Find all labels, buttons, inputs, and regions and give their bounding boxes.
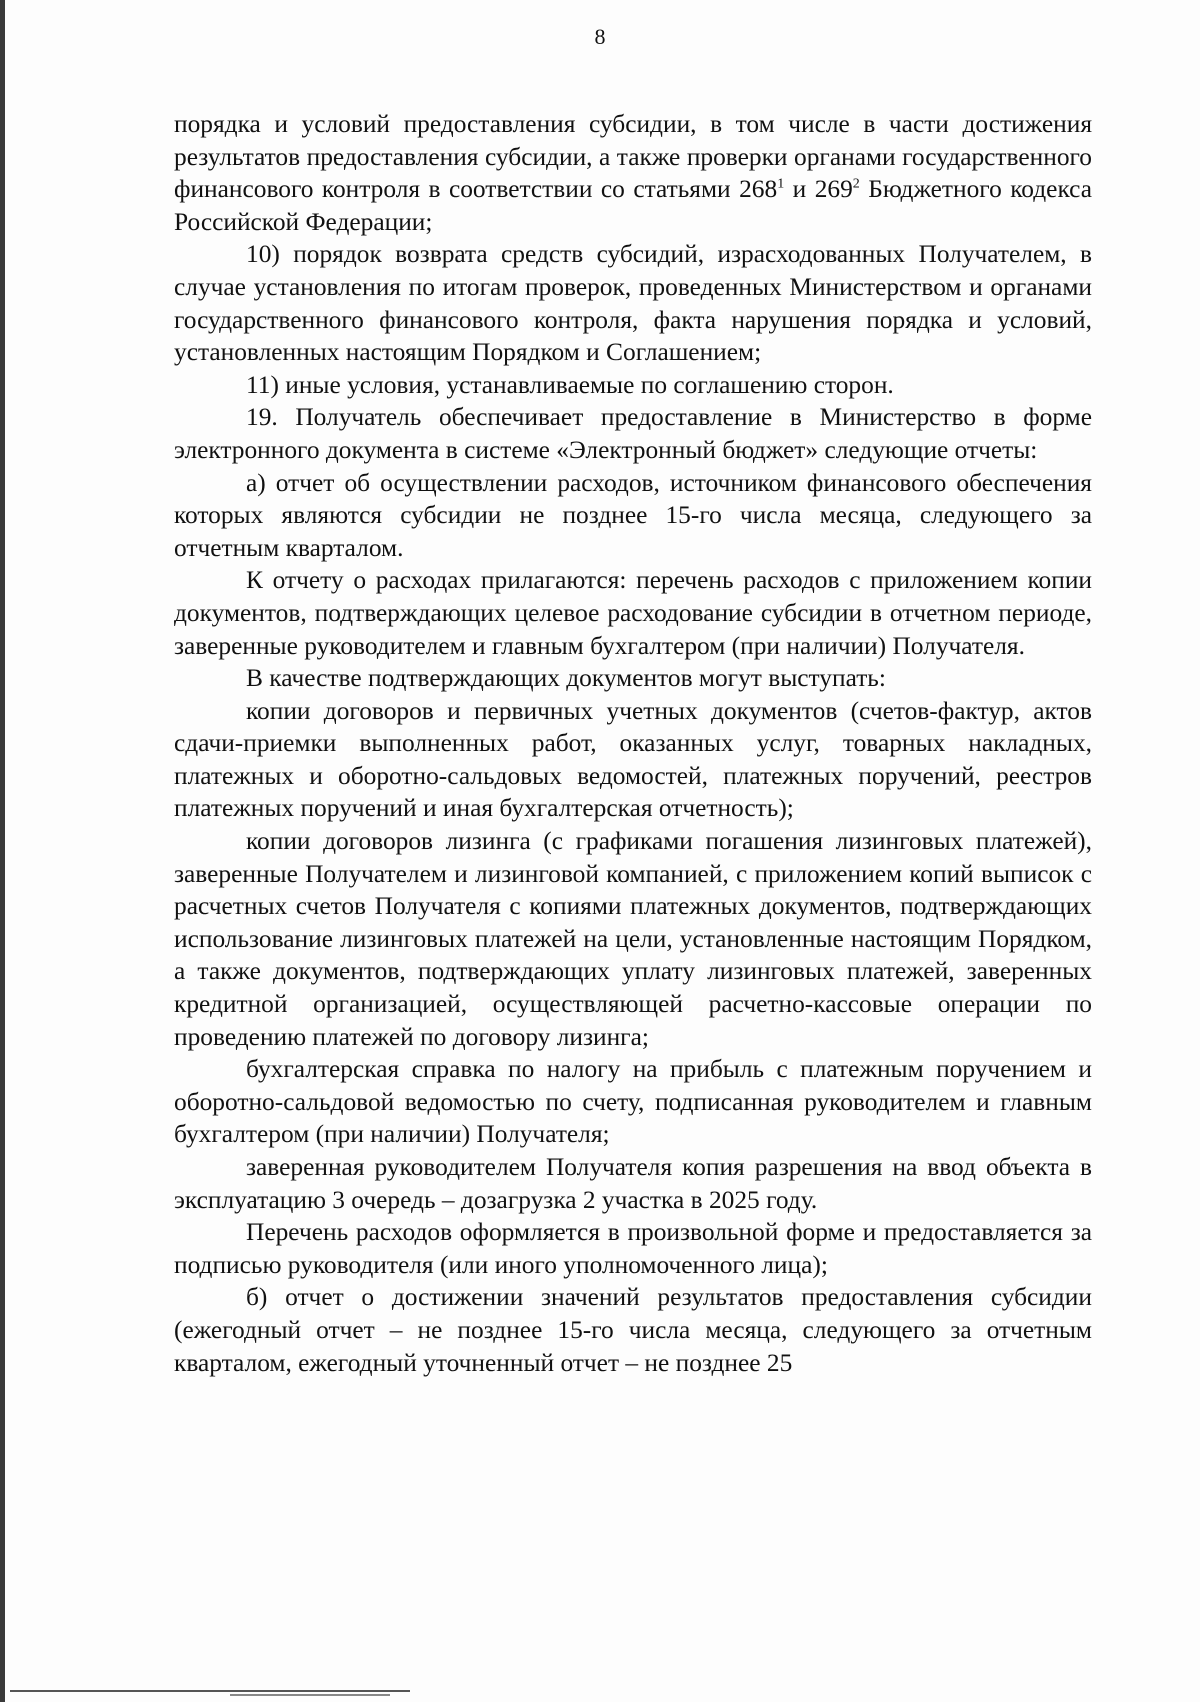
- paragraph-contracts: копии договоров и первичных учетных документов (счетов-фактур, актов сдачи-приемки выполненных работ, оказанных услуг, товарных накладных, платежных и оборотно-сальдовых ведомостей, платежных поручений, реестров платежных поручений и иная бухгалтерская отчетность);: [174, 696, 1092, 823]
- paragraph-text: Бюджетного кодекса Российской Федерации;: [174, 175, 1092, 236]
- paragraph-item-a: а) отчет об осуществлении расходов, источником финансового обеспечения которых являются субсидии не позднее 15-го числа месяца, следующего за отчетным кварталом.: [174, 468, 1092, 562]
- paragraph-item-11: 11) иные условия, устанавливаемые по соглашению сторон.: [246, 370, 894, 399]
- paragraph-text: и 269: [784, 175, 853, 204]
- paragraph-text: порядка и условий предоставления субсидии, в том числе в части достижения результатов предоставления субсидии, а также проверки органами государственного финансового контроля в соответствии со статьями 268: [174, 110, 1092, 204]
- paragraph-expense-list: Перечень расходов оформляется в произвольной форме и предоставляется за подписью руководителя (или иного уполномоченного лица);: [174, 1218, 1092, 1279]
- paragraph-permit: заверенная руководителем Получателя копия разрешения на ввод объекта в эксплуатацию 3 очередь – дозагрузка 2 участка в 2025 году.: [174, 1153, 1092, 1214]
- scan-bottom-line: [230, 1694, 390, 1696]
- paragraph-supporting-docs: В качестве подтверждающих документов могут выступать:: [246, 664, 886, 693]
- superscript: 1: [777, 176, 785, 192]
- document-body: [174, 108, 1092, 1379]
- paragraph-continuation: [174, 108, 1092, 238]
- paragraph-item-b: б) отчет о достижении значений результатов предоставления субсидии (ежегодный отчет – не позднее 15-го числа месяца, следующего за отчетным кварталом, ежегодный уточненный отчет – не позднее 25: [174, 1283, 1092, 1377]
- superscript: 2: [852, 176, 860, 192]
- paragraph-expense-report: К отчету о расходах прилагаются: перечень расходов с приложением копии документов, подтверждающих целевое расходование субсидии в отчетном периоде, заверенные руководителем и главным бухгалтером (при наличии) Получателя.: [174, 566, 1092, 660]
- scan-bottom-line: [10, 1690, 410, 1692]
- paragraph-section-19: 19. Получатель обеспечивает предоставление в Министерство в форме электронного документа в системе «Электронный бюджет» следующие отчеты:: [174, 403, 1092, 464]
- scan-edge-shadow: [0, 0, 5, 1702]
- paragraph-item-10: 10) порядок возврата средств субсидий, израсходованных Получателем, в случае установления по итогам проверок, проведенных Министерством и органами государственного финансового контроля, факта нарушения порядка и условий, установленных настоящим Порядком и Соглашением;: [174, 240, 1092, 367]
- paragraph-accounting-note: бухгалтерская справка по налогу на прибыль с платежным поручением и оборотно-сальдовой ведомостью по счету, подписанная руководителем и главным бухгалтером (при наличии) Получателя;: [174, 1055, 1092, 1149]
- page-number: 8: [594, 24, 606, 49]
- paragraph-leasing: копии договоров лизинга (с графиками погашения лизинговых платежей), заверенные Получателем и лизинговой компанией, с приложением копий выписок с расчетных счетов Получателя с копиями платежных документов, подтверждающих использование лизинговых платежей на цели, установленные настоящим Порядком, а также документов, подтверждающих уплату лизинговых платежей, заверенных кредитной организацией, осуществляющей расчетно-кассовые операции по проведению платежей по договору лизинга;: [174, 827, 1092, 1051]
